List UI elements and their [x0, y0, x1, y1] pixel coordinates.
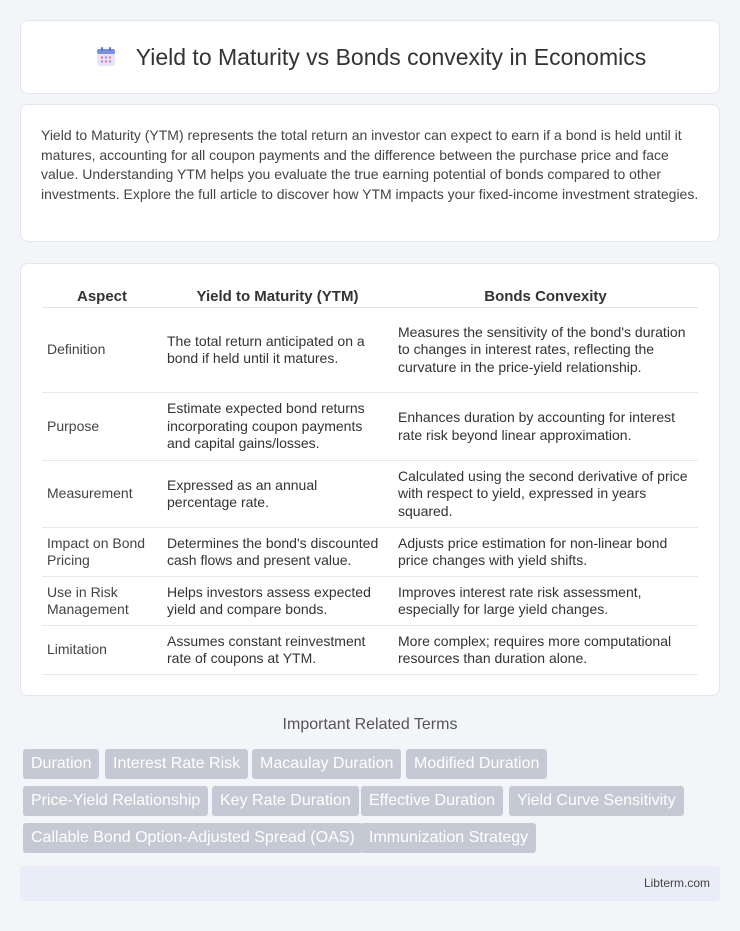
intro-card [20, 104, 720, 242]
row-aspect: Impact on Bond Pricing [42, 528, 162, 577]
header-card [20, 20, 720, 94]
related-term-tag[interactable]: Modified Duration [406, 749, 547, 779]
related-terms-title: Important Related Terms [282, 716, 458, 733]
row-convexity: Improves interest rate risk assessment, especially for large yield changes. [393, 577, 698, 626]
footer-site-link[interactable]: Libterm.com [643, 876, 710, 890]
row-aspect: Purpose [42, 393, 162, 461]
table-row [42, 577, 698, 626]
row-ytm: The total return anticipated on a bond if held until it matures. [162, 308, 393, 393]
comparison-table-card [20, 263, 720, 696]
related-term-tag[interactable]: Effective Duration [361, 786, 503, 816]
comparison-table [42, 284, 698, 675]
intro-text: Yield to Maturity (YTM) represents the total return an investor can expect to earn if a bond is held until it matures, accounting for all coupon payments and the difference between the purchase price and face value. Understanding YTM helps you evaluate the true earning potential of bonds compared to other investments. Explore the full article to discover how YTM impacts your fixed-income investment strategies. [41, 127, 699, 202]
related-term-tag[interactable]: Callable Bond Option-Adjusted Spread (OAS) [23, 823, 363, 853]
related-term-tag[interactable]: Immunization Strategy [361, 823, 536, 853]
table-row [42, 626, 698, 675]
row-ytm: Estimate expected bond returns incorporating coupon payments and capital gains/losses. [162, 393, 393, 461]
row-ytm: Assumes constant reinvestment rate of coupons at YTM. [162, 626, 393, 675]
related-term-tag[interactable]: Macaulay Duration [252, 749, 401, 779]
row-ytm: Determines the bond's discounted cash flows and present value. [162, 528, 393, 577]
row-convexity: Enhances duration by accounting for interest rate risk beyond linear approximation. [393, 393, 698, 461]
row-convexity: Measures the sensitivity of the bond's duration to changes in interest rates, reflecting the curvature in the price-yield relationship. [393, 308, 698, 393]
row-convexity: Adjusts price estimation for non-linear bond price changes with yield shifts. [393, 528, 698, 577]
header-ytm: Yield to Maturity (YTM) [162, 284, 393, 308]
row-aspect: Measurement [42, 461, 162, 528]
row-aspect: Limitation [42, 626, 162, 675]
row-ytm: Helps investors assess expected yield and compare bonds. [162, 577, 393, 626]
row-aspect: Use in Risk Management [42, 577, 162, 626]
related-term-tag[interactable]: Price-Yield Relationship [23, 786, 208, 816]
table-row [42, 528, 698, 577]
table-row [42, 461, 698, 528]
header-aspect: Aspect [42, 284, 162, 308]
footer [20, 866, 720, 901]
calendar-icon [94, 45, 118, 69]
row-ytm: Expressed as an annual percentage rate. [162, 461, 393, 528]
related-term-tag[interactable]: Duration [23, 749, 99, 779]
related-term-tag[interactable]: Key Rate Duration [212, 786, 359, 816]
row-convexity: More complex; requires more computational resources than duration alone. [393, 626, 698, 675]
table-row [42, 308, 698, 393]
related-term-tag[interactable]: Yield Curve Sensitivity [509, 786, 684, 816]
table-row [42, 393, 698, 461]
related-term-tag[interactable]: Interest Rate Risk [105, 749, 248, 779]
table-header-row [42, 284, 698, 308]
row-aspect: Definition [42, 308, 162, 393]
header-convexity: Bonds Convexity [393, 284, 698, 308]
row-convexity: Calculated using the second derivative of price with respect to yield, expressed in years squared. [393, 461, 698, 528]
page-title: Yield to Maturity vs Bonds convexity in Economics [135, 43, 647, 70]
